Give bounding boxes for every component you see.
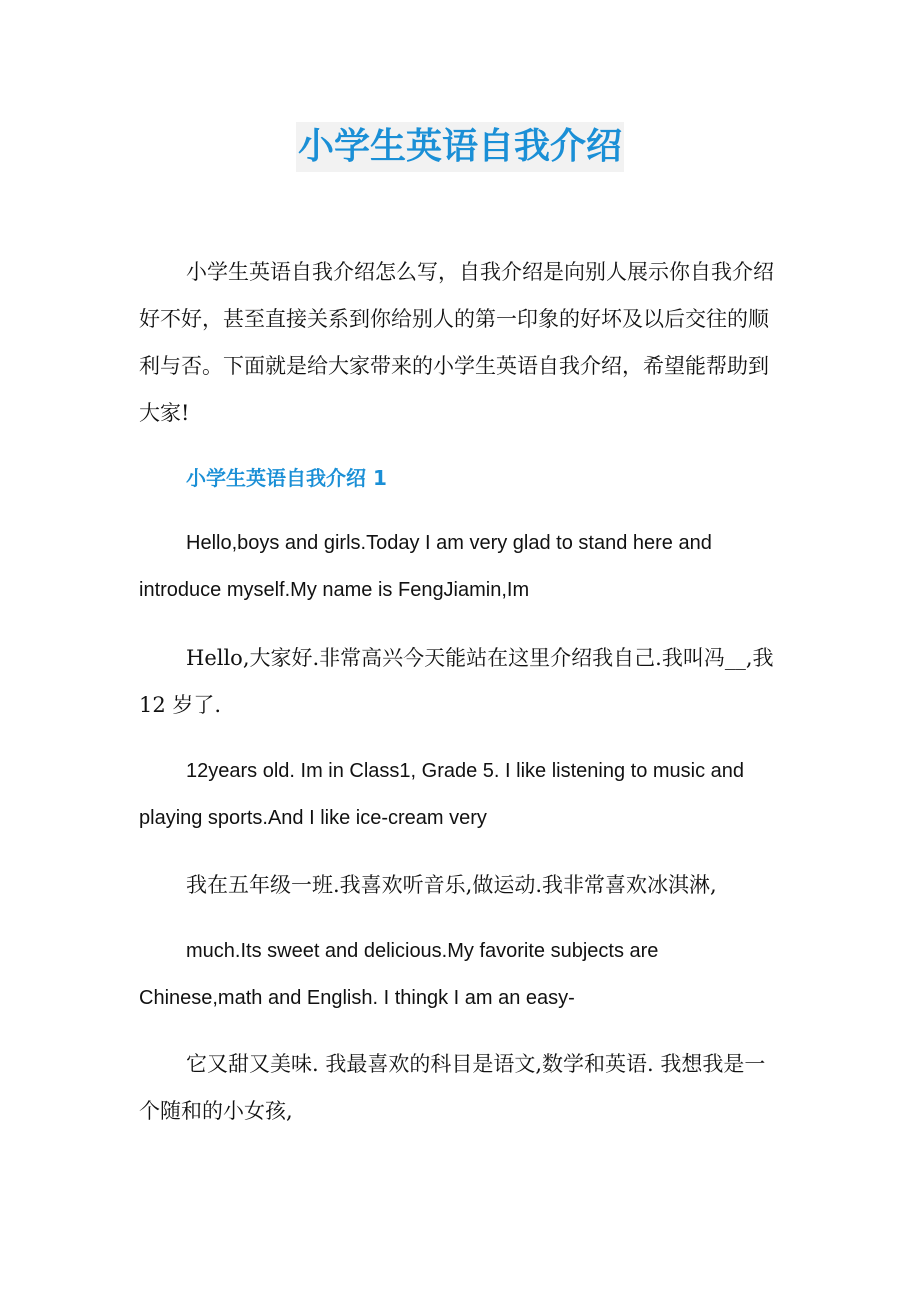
section-heading: 小学生英语自我介绍 1	[186, 466, 387, 490]
paragraph-english-3: much.Its sweet and delicious.My favorite subjects are Chinese,math and English. I thingk I am an easy-	[139, 940, 659, 1009]
paragraph-chinese-3: 它又甜又美味. 我最喜欢的科目是语文,数学和英语. 我想我是一个随和的小女孩,	[139, 1052, 766, 1123]
paragraph-english-2: 12years old. Im in Class1, Grade 5. I like listening to music and playing sports.And I like ice-cream very	[139, 760, 745, 829]
paragraph-block-1	[139, 520, 779, 614]
paragraph-chinese-2: 我在五年级一班.我喜欢听音乐,做运动.我非常喜欢冰淇淋,	[186, 873, 717, 897]
paragraph-english-1: Hello,boys and girls.Today I am very glad to stand here and introduce myself.My name is FengJiamin,Im	[139, 532, 712, 601]
title-container	[0, 122, 920, 172]
page-title: 小学生英语自我介绍	[296, 122, 624, 172]
intro-paragraph: 小学生英语自我介绍怎么写，自我介绍是向别人展示你自我介绍好不好，甚至直接关系到你给别人的第一印象的好坏及以后交往的顺利与否。下面就是给大家带来的小学生英语自我介绍，希望能帮助到大家!	[139, 260, 774, 425]
paragraph-chinese-1: Hello,大家好.非常高兴今天能站在这里介绍我自己.我叫冯__,我 12 岁了.	[139, 646, 774, 717]
paragraph-block-4	[139, 862, 779, 909]
paragraph-block-2	[139, 635, 779, 729]
intro-block	[139, 249, 779, 437]
paragraph-block-6	[139, 1041, 779, 1135]
paragraph-block-3	[139, 748, 779, 842]
paragraph-block-5	[139, 928, 779, 1022]
section-heading-block	[139, 455, 779, 502]
